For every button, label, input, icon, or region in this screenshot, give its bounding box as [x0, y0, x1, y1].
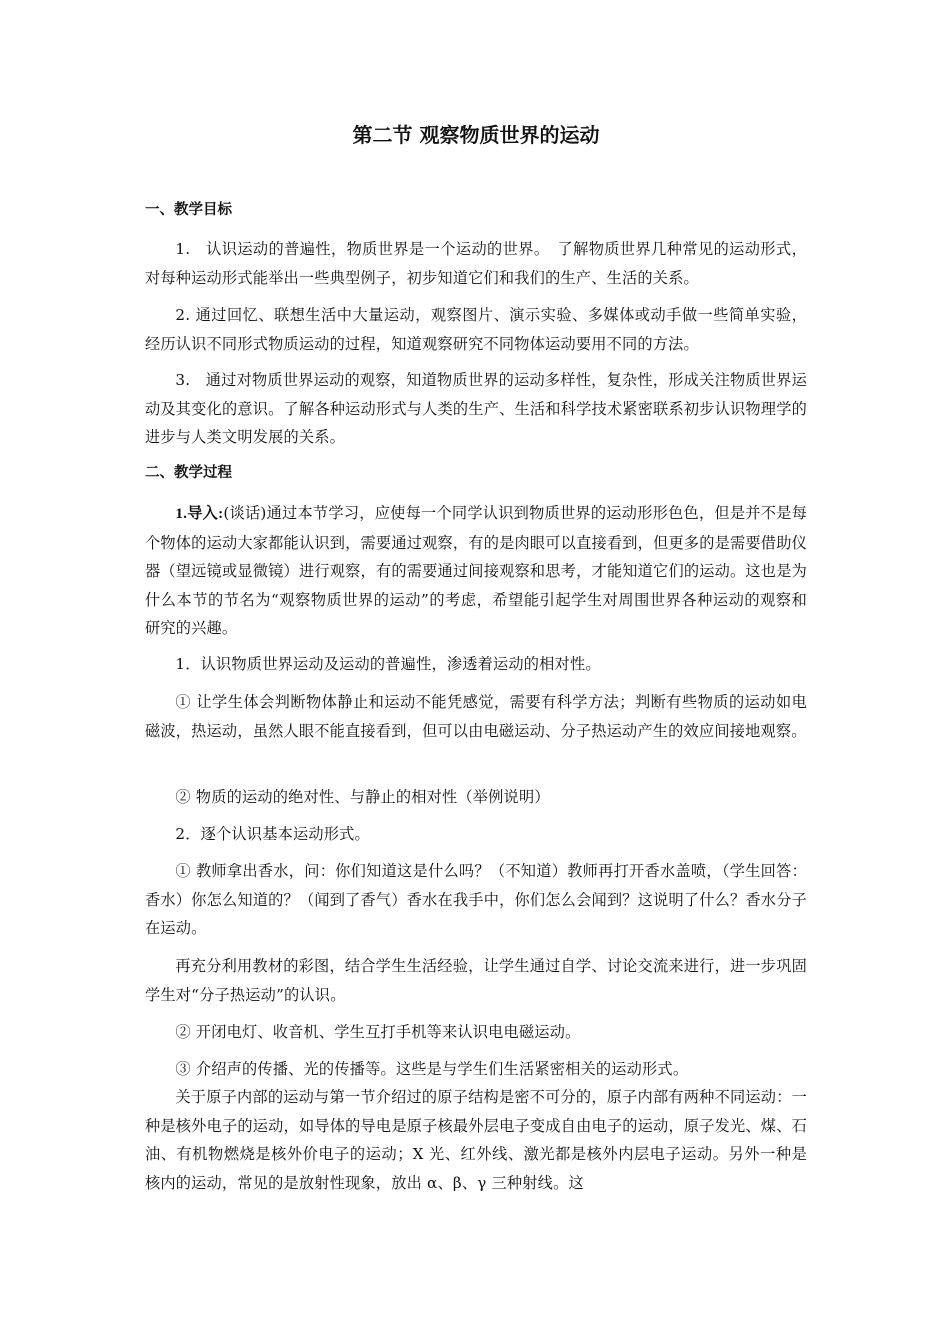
intro-label: 1.导入:: [175, 505, 224, 522]
goal-item-3: 3. 通过对物质世界运动的观察，知道物质世界的运动多样性，复杂性，形成关注物质世界运动及其变化的意识。了解各种运动形式与人类的生产、生活和科学技术紧密联系初步认识物理学的进步与人类文明发展的关系。: [145, 371, 807, 446]
page-title: 第二节 观察物质世界的运动: [352, 123, 600, 147]
section-heading-goals: 一、教学目标: [145, 202, 232, 218]
section-heading-process: 二、教学过程: [145, 465, 232, 481]
process-paragraph-1: 1．认识物质世界运动及运动的普遍性，渗透着运动的相对性。: [175, 655, 601, 673]
process-paragraph-3: ② 物质的运动的绝对性、与静止的相对性（举例说明）: [175, 788, 550, 806]
process-paragraph-7: ② 开闭电灯、收音机、学生互打手机等来认识电电磁运动。: [175, 1023, 581, 1041]
process-paragraph-4: 2．逐个认识基本运动形式。: [175, 825, 370, 843]
goal-item-1: 1. 认识运动的普遍性，物质世界是一个运动的世界。 了解物质世界几种常见的运动形式，对每种运动形式能举出一些典型例子，初步知道它们和我们的生产、生活的关系。: [145, 240, 807, 287]
process-paragraph-5: ① 教师拿出香水，问：你们知道这是什么吗？（不知道）教师再打开香水盖喷，（学生回答：香水）你怎么知道的？（闻到了香气）香水在我手中，你们怎么会闻到？这说明了什么？香水分子在运动。: [145, 862, 807, 937]
process-paragraph-6: 再充分利用教材的彩图，结合学生生活经验，让学生通过自学、讨论交流来进行，进一步巩固学生对“分子热运动”的认识。: [145, 957, 807, 1004]
process-paragraph-8: ③ 介绍声的传播、光的传播等。这些是与学生们生活紧密相关的运动形式。: [175, 1060, 689, 1078]
intro-text: (谈话)通过本节学习，应使每一个同学认识到物质世界的运动形形色色，但是并不是每个物体的运动大家都能认识到，需要通过观察，有的是肉眼可以直接看到，但更多的是需要借助仪器（望远镜或显微镜）进行观察，有的需要通过间接观察和思考，才能知道它们的运动。这也是为什么本节的节名为“观察物质世界的运动”的考虑，希望能引起学生对周围世界各种运动的观察和研究的兴趣。: [145, 504, 807, 637]
intro-paragraph: [145, 499, 807, 643]
process-paragraph-9: 关于原子内部的运动与第一节介绍过的原子结构是密不可分的，原子内部有两种不同运动：一种是核外电子的运动，如导体的导电是原子核最外层电子变成自由电子的运动，原子发光、煤、石油、有机物燃烧是核外价电子的运动；X 光、红外线、激光都是核外内层电子运动。另外一种是核内的运动，常见的是放射性现象，放出 α、β、γ 三种射线。这: [145, 1088, 807, 1192]
process-paragraph-2: ① 让学生体会判断物体静止和运动不能凭感觉，需要有科学方法；判断有些物质的运动如电磁波，热运动，虽然人眼不能直接看到，但可以由电磁运动、分子热运动产生的效应间接地观察。: [145, 693, 807, 740]
goal-item-2: 2. 通过回忆、联想生活中大量运动，观察图片、演示实验、多媒体或动手做一些简单实验，经历认识不同形式物质运动的过程，知道观察研究不同物体运动要用不同的方法。: [145, 306, 807, 353]
